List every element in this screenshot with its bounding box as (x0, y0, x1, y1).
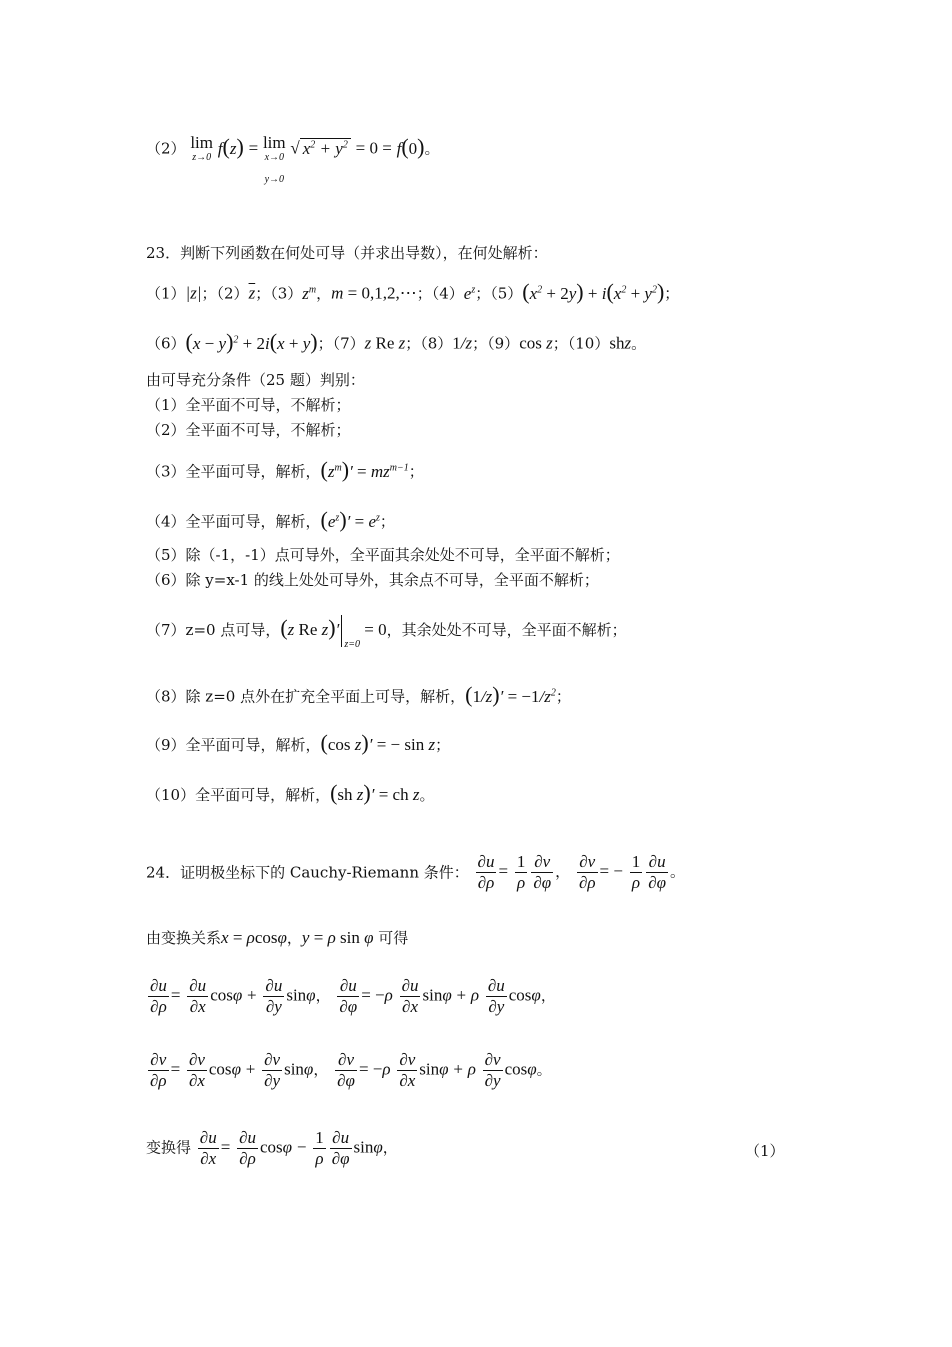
lim-operator-xy: lim x→0 y→0 (262, 133, 286, 185)
p23-title: 23．判断下列函数在何处可导（并求出导数），在何处解析： (146, 244, 548, 262)
label: ；（10） (552, 334, 610, 353)
punct: 。 (424, 139, 440, 158)
label: ， (286, 929, 302, 947)
label: ；（5） (475, 284, 523, 303)
label: ， (315, 986, 331, 1005)
label: （8）除 z=0 点外在扩充全平面上可导，解析， (146, 687, 466, 706)
answer-5: （5）除（-1，-1）点可导外，全平面其余处处不可导，全平面不解析； (146, 546, 620, 564)
label: 。 (631, 334, 647, 353)
label: ；（9） (472, 334, 520, 353)
label: （7）z=0 点可导， (146, 620, 281, 639)
equation-number: （1） (745, 1142, 785, 1160)
label: ， (382, 1138, 398, 1157)
answer-8: （8）除 z=0 点外在扩充全平面上可导，解析，$(1/z)' = -1/z^2$； (146, 681, 571, 707)
label: ；（3） (255, 284, 303, 303)
label: 由变换关系 (146, 929, 222, 947)
p23-functions-line-2: $(6)(x - y)^2 + 2i(x + y)$；（7）z Re z；（8）1/z；（9）cos z；（10）shz。 (146, 328, 647, 354)
answer-9: （9）全平面可导，解析，(cos z)′ = − sin z； (146, 730, 451, 755)
label: （10）全平面可导，解析， (146, 786, 331, 804)
partial-u-equations: $\frac{\partial u}{\partial\rho}$ = $\frac{\partial u}{\partial x}$ cosφ + $\frac{\partial u}{\partial y}$ sinφ， $\frac{\partial u}{\partial\varphi}$ = −ρ $\frac{\partial u}{\partial x}$ sinφ + ρ $\frac{\partial u}{\partial y}$ cosφ， (150, 976, 556, 1016)
p23-functions-line-1: （1）|z|；$(2)\overline{z}$；$(3)z^m$，m = 0,1,2,⋯；$(4)e^z$；$(5)(x^2 + 2y) + i(x^2 + y^2)$； (146, 278, 680, 304)
label: ， (313, 1060, 329, 1079)
criterion-text: 由可导充分条件（25 题）判别： (146, 371, 365, 389)
label: 可得 (378, 929, 409, 947)
partial-v-equations: $\frac{\partial v}{\partial\rho}$ = $\frac{\partial v}{\partial x}$ cosφ + $\frac{\partial v}{\partial y}$ sinφ， $\frac{\partial v}{\partial\varphi}$ = −ρ $\frac{\partial v}{\partial x}$ sinφ + ρ $\frac{\partial v}{\partial y}$ cosφ。 (150, 1050, 552, 1090)
label: ； (408, 462, 424, 481)
label: ， (316, 284, 332, 303)
answer-4: （4）全平面可导，解析，$(e^z)' = e^z$； (146, 506, 395, 532)
label: 24．证明极坐标下的 Cauchy-Riemann 条件： (146, 863, 469, 882)
label: （6） (146, 334, 186, 353)
answer-6: （6）除 y=x-1 的线上处处可导外，其余点不可导，全平面不解析； (146, 571, 599, 589)
label: ； (555, 687, 571, 706)
answer-7: （7）z=0 点可导，(z Re $z)'_{z=0} = 0$，其余处处不可导，全平面不解析； (146, 614, 627, 650)
label: ； (435, 736, 451, 754)
transform-line: 由变换关系x = ρcosφ，y = ρ sin φ 可得 (146, 928, 409, 947)
label: （3）全平面可导，解析， (146, 462, 321, 481)
item-label: （2） (146, 139, 186, 158)
lim-operator: lim z→0 (190, 133, 213, 163)
p24-title-line: 24．证明极坐标下的 Cauchy-Riemann 条件： $\frac{\partial u}{\partial\rho}$ = $\frac{1}{\rho}$ $\frac{\partial v}{\partial\varphi}$ ， $\frac{\partial v}{\partial\rho}$ = − $\frac{1}{\rho}$ $\frac{\partial u}{\partial\varphi}$ 。 (146, 852, 686, 892)
label: 。 (419, 786, 435, 804)
label: ， (540, 986, 556, 1005)
label: 变换得 (146, 1138, 192, 1157)
label: ；（8） (405, 334, 453, 353)
label: ，其余处处不可导，全平面不解析； (386, 620, 627, 639)
label: （1） (146, 284, 186, 303)
answer-2: （2）全平面不可导，不解析； (146, 421, 351, 439)
label: 。 (536, 1060, 552, 1079)
label: ；（4） (416, 284, 464, 303)
answer-10: （10）全平面可导，解析，(sh z)′ = ch z。 (146, 780, 435, 805)
label: ；（7） (317, 334, 365, 353)
label: ， (555, 862, 571, 881)
label: （4）全平面可导，解析， (146, 512, 321, 531)
label: ； (664, 284, 680, 303)
label: 。 (670, 862, 686, 881)
label: ；（2） (201, 284, 249, 303)
limit-line: （2） lim z→0 f(z) = lim x→0 y→0 √ $x^2 + y^2 = 0 = f(0)$。 (146, 133, 440, 185)
answer-3: （3）全平面可导，解析，$(z^m)' = mz^{m-1}$； (146, 456, 424, 482)
answer-1: （1）全平面不可导，不解析； (146, 396, 351, 414)
label: ； (379, 512, 395, 531)
swap-equation: 变换得 $\frac{\partial u}{\partial x}$ = $\frac{\partial u}{\partial\rho}$ cosφ − $\frac{1}{\rho}$ $\frac{\partial u}{\partial\varphi}$ sinφ， (146, 1128, 398, 1168)
label: （9）全平面可导，解析， (146, 736, 321, 754)
